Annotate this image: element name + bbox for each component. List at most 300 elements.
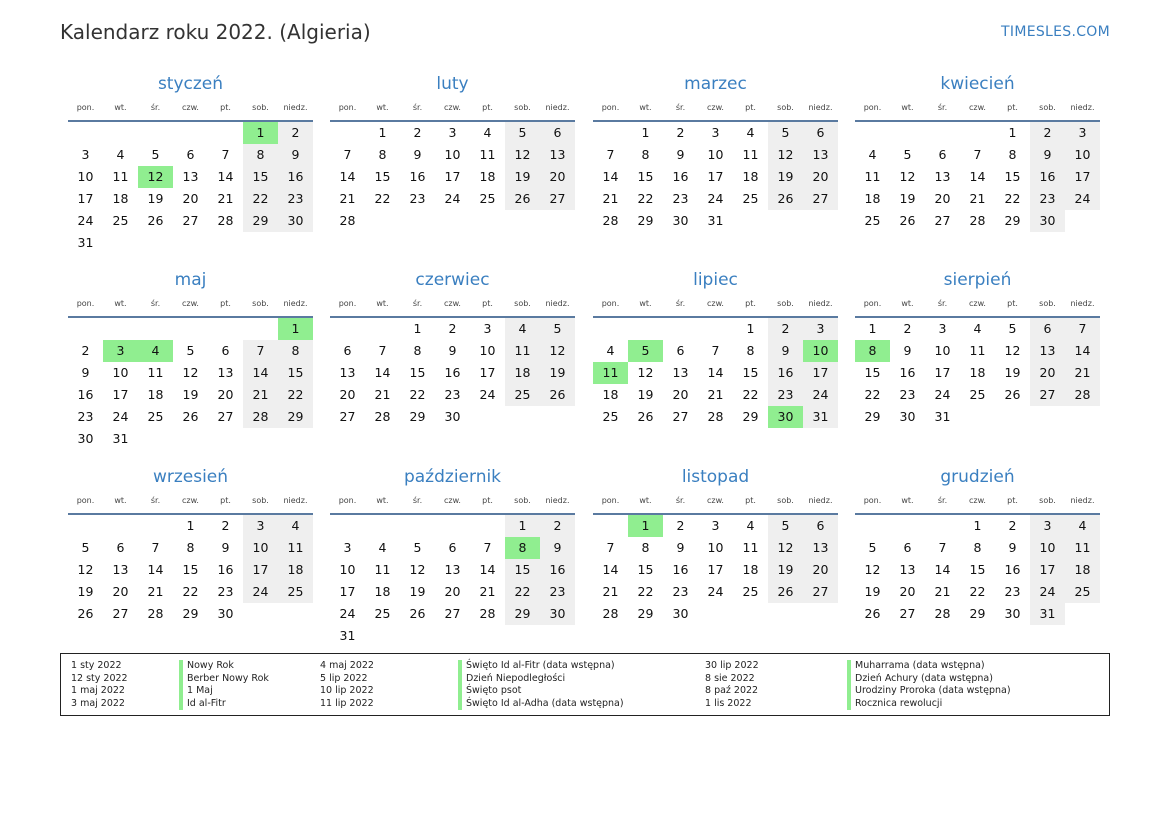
weekday-label: pon. (338, 496, 357, 505)
day-cell: 30 (444, 409, 461, 424)
empty-cell (138, 122, 173, 144)
day-cell: 21 (339, 191, 356, 206)
weekday-label: pt. (1007, 103, 1018, 112)
day-cell: 25 (742, 191, 759, 206)
day-cell: 31 (934, 409, 951, 424)
day-cell: 4 (116, 147, 125, 162)
day-cell: 19 (147, 191, 164, 206)
day-cell: 1 (378, 125, 387, 140)
day-cell: 23 (444, 387, 461, 402)
legend-names-col-1 (179, 660, 269, 710)
day-cell: 28 (1065, 384, 1100, 406)
legend-holiday-name: Berber Nowy Rok (179, 673, 269, 686)
day-cell: 17 (934, 365, 951, 380)
day-cell: 25 (374, 606, 391, 621)
day-cell: 26 (864, 606, 881, 621)
day-cell: 30 (77, 431, 94, 446)
weekday-label: czw. (444, 103, 461, 112)
day-cell: 20 (444, 584, 461, 599)
day-cell: 27 (899, 606, 916, 621)
day-grid (855, 122, 1100, 232)
day-cell: 12 (899, 169, 916, 184)
day-cell: 2 (768, 318, 803, 340)
weekday-label: wt. (376, 496, 389, 505)
empty-cell (593, 122, 628, 144)
day-cell: 1 (746, 321, 755, 336)
weekday-label: niedz. (808, 299, 833, 308)
day-cell: 2 (413, 125, 422, 140)
empty-cell (890, 122, 925, 144)
day-cell: 24 (1065, 188, 1100, 210)
weekday-header (68, 491, 313, 515)
day-cell: 17 (243, 559, 278, 581)
day-cell: 1 (505, 515, 540, 537)
day-cell: 13 (217, 365, 234, 380)
day-cell: 15 (409, 365, 426, 380)
weekday-label: śr. (412, 299, 423, 308)
weekday-label: wt. (376, 299, 389, 308)
day-cell: 7 (606, 147, 615, 162)
empty-cell (138, 515, 173, 537)
day-cell: 8 (641, 147, 650, 162)
weekday-header (68, 294, 313, 318)
day-cell: 23 (217, 584, 234, 599)
weekday-label: śr. (150, 103, 161, 112)
day-cell: 19 (409, 584, 426, 599)
day-cell: 4 (868, 147, 877, 162)
legend-date: 3 maj 2022 (71, 697, 125, 709)
legend-names-col-2 (458, 660, 624, 710)
holiday-day-cell: 4 (138, 340, 173, 362)
day-cell: 21 (707, 387, 724, 402)
day-cell: 29 (969, 606, 986, 621)
day-cell: 12 (637, 365, 654, 380)
day-cell: 10 (77, 169, 94, 184)
weekday-label: pon. (863, 496, 882, 505)
day-cell: 20 (339, 387, 356, 402)
day-cell: 28 (243, 406, 278, 428)
weekday-label: śr. (412, 103, 423, 112)
day-cell: 15 (278, 362, 313, 384)
day-cell: 19 (637, 387, 654, 402)
day-cell: 11 (505, 340, 540, 362)
day-cell: 24 (112, 409, 129, 424)
day-cell: 18 (278, 559, 313, 581)
day-cell: 27 (444, 606, 461, 621)
day-cell: 20 (182, 191, 199, 206)
empty-cell (925, 122, 960, 144)
weekday-label: śr. (675, 299, 686, 308)
day-cell: 20 (803, 166, 838, 188)
day-cell: 23 (672, 191, 689, 206)
day-cell: 16 (899, 365, 916, 380)
weekday-label: czw. (182, 496, 199, 505)
day-cell: 20 (672, 387, 689, 402)
weekday-label: pt. (220, 299, 231, 308)
day-cell: 14 (243, 362, 278, 384)
day-cell: 14 (934, 562, 951, 577)
day-cell: 20 (540, 166, 575, 188)
day-cell: 5 (1008, 321, 1017, 336)
day-cell: 27 (803, 188, 838, 210)
day-cell: 31 (112, 431, 129, 446)
day-cell: 9 (221, 540, 230, 555)
empty-cell (663, 318, 698, 340)
day-grid (855, 318, 1100, 428)
day-cell: 16 (540, 559, 575, 581)
holiday-day-cell: 10 (803, 340, 838, 362)
day-cell: 16 (1004, 562, 1021, 577)
weekday-label: pon. (601, 103, 620, 112)
day-cell: 25 (147, 409, 164, 424)
day-cell: 25 (602, 409, 619, 424)
day-cell: 26 (1004, 387, 1021, 402)
empty-cell (173, 318, 208, 340)
weekday-label: pon. (338, 299, 357, 308)
day-cell: 18 (147, 387, 164, 402)
day-cell: 14 (602, 169, 619, 184)
day-cell: 13 (540, 144, 575, 166)
day-cell: 13 (112, 562, 129, 577)
day-cell: 14 (602, 562, 619, 577)
month-name: maj (174, 270, 207, 290)
day-cell: 1 (413, 321, 422, 336)
day-cell: 13 (934, 169, 951, 184)
day-cell: 5 (151, 147, 160, 162)
day-cell: 5 (81, 540, 90, 555)
day-cell: 7 (221, 147, 230, 162)
day-cell: 28 (339, 213, 356, 228)
day-cell: 11 (1065, 537, 1100, 559)
holiday-day-cell: 3 (103, 340, 138, 362)
weekday-label: sob. (514, 299, 531, 308)
day-cell: 13 (672, 365, 689, 380)
day-cell: 10 (707, 540, 724, 555)
day-cell: 2 (676, 518, 685, 533)
month-name: sierpień (943, 270, 1012, 290)
month-name: październik (403, 467, 502, 487)
day-cell: 15 (637, 169, 654, 184)
weekday-label: czw. (969, 299, 986, 308)
day-cell: 14 (339, 169, 356, 184)
day-cell: 18 (969, 365, 986, 380)
day-cell: 31 (339, 628, 356, 643)
weekday-label: pon. (76, 103, 95, 112)
day-cell: 30 (1030, 210, 1065, 232)
day-cell: 17 (444, 169, 461, 184)
day-cell: 10 (112, 365, 129, 380)
day-cell: 11 (147, 365, 164, 380)
weekday-label: pon. (76, 496, 95, 505)
day-cell: 21 (934, 584, 951, 599)
day-cell: 14 (969, 169, 986, 184)
day-cell: 26 (637, 409, 654, 424)
empty-cell (103, 122, 138, 144)
day-cell: 30 (1004, 606, 1021, 621)
day-cell: 19 (1004, 365, 1021, 380)
weekday-label: pt. (220, 496, 231, 505)
weekday-label: śr. (937, 496, 948, 505)
weekday-label: niedz. (283, 496, 308, 505)
day-cell: 31 (1030, 603, 1065, 625)
day-grid (330, 318, 575, 428)
empty-cell (68, 515, 103, 537)
day-cell: 3 (938, 321, 947, 336)
day-cell: 3 (803, 318, 838, 340)
day-cell: 28 (217, 213, 234, 228)
legend-holiday-name: Dzień Achury (data wstępna) (847, 673, 1011, 686)
day-cell: 14 (479, 562, 496, 577)
day-cell: 29 (505, 603, 540, 625)
weekday-label: pon. (601, 299, 620, 308)
weekday-label: niedz. (808, 103, 833, 112)
day-cell: 22 (864, 387, 881, 402)
day-grid (593, 515, 838, 625)
weekday-label: pon. (76, 299, 95, 308)
day-cell: 16 (1030, 166, 1065, 188)
empty-cell (103, 515, 138, 537)
day-cell: 23 (540, 581, 575, 603)
day-cell: 3 (483, 321, 492, 336)
day-cell: 30 (672, 606, 689, 621)
day-cell: 12 (540, 340, 575, 362)
day-cell: 24 (243, 581, 278, 603)
day-cell: 10 (479, 343, 496, 358)
weekday-label: śr. (937, 103, 948, 112)
day-cell: 3 (711, 125, 720, 140)
weekday-label: pon. (863, 299, 882, 308)
day-cell: 25 (864, 213, 881, 228)
day-cell: 5 (868, 540, 877, 555)
day-cell: 11 (742, 147, 759, 162)
empty-cell (960, 122, 995, 144)
weekday-label: czw. (707, 496, 724, 505)
weekday-label: sob. (252, 496, 269, 505)
weekday-label: sob. (514, 103, 531, 112)
day-cell: 7 (973, 147, 982, 162)
day-cell: 25 (278, 581, 313, 603)
weekday-label: pt. (220, 103, 231, 112)
day-cell: 28 (147, 606, 164, 621)
legend-dates-col-2 (320, 660, 374, 710)
weekday-label: niedz. (545, 299, 570, 308)
day-cell: 27 (339, 409, 356, 424)
day-cell: 2 (448, 321, 457, 336)
day-cell: 9 (413, 147, 422, 162)
weekday-label: wt. (901, 103, 914, 112)
month-name: lipiec (693, 270, 738, 290)
weekday-label: czw. (707, 299, 724, 308)
weekday-label: pt. (482, 103, 493, 112)
day-cell: 8 (278, 340, 313, 362)
empty-cell (593, 515, 628, 537)
day-cell: 22 (182, 584, 199, 599)
day-cell: 13 (182, 169, 199, 184)
month-name: grudzień (940, 467, 1015, 487)
weekday-label: niedz. (1070, 103, 1095, 112)
day-cell: 22 (637, 191, 654, 206)
empty-cell (593, 318, 628, 340)
day-cell: 15 (637, 562, 654, 577)
day-cell: 9 (540, 537, 575, 559)
legend-holiday-name: Święto Id al-Fitr (data wstępna) (458, 660, 624, 673)
legend-date: 10 lip 2022 (320, 685, 374, 696)
day-cell: 27 (540, 188, 575, 210)
day-cell: 12 (77, 562, 94, 577)
month-block (330, 70, 575, 232)
day-cell: 28 (374, 409, 391, 424)
holiday-day-cell: 8 (505, 537, 540, 559)
month-name: listopad (681, 467, 750, 487)
day-cell: 16 (278, 166, 313, 188)
day-cell: 4 (746, 518, 755, 533)
day-cell: 2 (676, 125, 685, 140)
day-cell: 22 (505, 581, 540, 603)
day-cell: 9 (768, 340, 803, 362)
day-cell: 12 (768, 144, 803, 166)
day-cell: 24 (934, 387, 951, 402)
day-cell: 13 (899, 562, 916, 577)
day-cell: 6 (676, 343, 685, 358)
day-cell: 5 (413, 540, 422, 555)
day-cell: 20 (217, 387, 234, 402)
legend-date: 12 sty 2022 (71, 672, 128, 684)
day-cell: 22 (969, 584, 986, 599)
day-cell: 14 (374, 365, 391, 380)
day-cell: 7 (243, 340, 278, 362)
day-cell: 26 (540, 384, 575, 406)
day-cell: 29 (1004, 213, 1021, 228)
empty-cell (365, 318, 400, 340)
day-cell: 15 (864, 365, 881, 380)
day-cell: 15 (243, 166, 278, 188)
month-name: czerwiec (415, 270, 490, 290)
legend-holiday-name: Nowy Rok (179, 660, 269, 673)
empty-cell (470, 515, 505, 537)
day-cell: 2 (903, 321, 912, 336)
day-cell: 18 (479, 169, 496, 184)
day-cell: 3 (711, 518, 720, 533)
day-cell: 5 (540, 318, 575, 340)
day-cell: 20 (899, 584, 916, 599)
day-cell: 26 (768, 581, 803, 603)
day-cell: 8 (973, 540, 982, 555)
day-cell: 28 (934, 606, 951, 621)
day-grid (593, 318, 838, 428)
weekday-header (593, 294, 838, 318)
day-cell: 13 (1030, 340, 1065, 362)
holiday-day-cell: 1 (628, 515, 663, 537)
day-cell: 4 (505, 318, 540, 340)
day-cell: 17 (479, 365, 496, 380)
weekday-label: czw. (182, 299, 199, 308)
weekday-label: niedz. (1070, 299, 1095, 308)
day-cell: 5 (903, 147, 912, 162)
day-cell: 14 (147, 562, 164, 577)
day-grid (593, 122, 838, 232)
day-cell: 11 (374, 562, 391, 577)
weekday-label: czw. (707, 103, 724, 112)
day-cell: 19 (864, 584, 881, 599)
day-cell: 27 (217, 409, 234, 424)
day-cell: 26 (768, 188, 803, 210)
day-cell: 31 (803, 406, 838, 428)
day-cell: 28 (479, 606, 496, 621)
day-cell: 7 (151, 540, 160, 555)
day-cell: 15 (182, 562, 199, 577)
month-block (855, 266, 1100, 428)
day-cell: 20 (803, 559, 838, 581)
day-cell: 21 (602, 584, 619, 599)
day-cell: 23 (409, 191, 426, 206)
month-block (330, 463, 575, 647)
page-title: Kalendarz roku 2022. (Algieria) (60, 20, 371, 44)
empty-cell (628, 318, 663, 340)
day-cell: 4 (378, 540, 387, 555)
day-cell: 21 (243, 384, 278, 406)
day-cell: 26 (182, 409, 199, 424)
legend-holiday-name: Święto Id al-Adha (data wstępna) (458, 698, 624, 711)
legend-dates-col-1 (71, 660, 128, 710)
day-cell: 18 (374, 584, 391, 599)
day-cell: 5 (768, 515, 803, 537)
day-cell: 22 (278, 384, 313, 406)
day-cell: 4 (746, 125, 755, 140)
weekday-label: sob. (252, 103, 269, 112)
month-block (855, 70, 1100, 232)
weekday-header (593, 491, 838, 515)
day-cell: 6 (221, 343, 230, 358)
day-cell: 17 (112, 387, 129, 402)
weekday-label: czw. (444, 496, 461, 505)
weekday-label: pt. (745, 299, 756, 308)
day-cell: 14 (707, 365, 724, 380)
day-cell: 12 (864, 562, 881, 577)
day-cell: 22 (409, 387, 426, 402)
weekday-header (855, 98, 1100, 122)
day-cell: 8 (746, 343, 755, 358)
day-cell: 10 (243, 537, 278, 559)
day-cell: 12 (768, 537, 803, 559)
month-name: wrzesień (152, 467, 229, 487)
weekday-header (68, 98, 313, 122)
day-cell: 6 (448, 540, 457, 555)
day-cell: 9 (81, 365, 90, 380)
day-cell: 11 (479, 147, 496, 162)
weekday-label: pt. (745, 103, 756, 112)
legend-date: 4 maj 2022 (320, 660, 374, 671)
day-cell: 8 (641, 540, 650, 555)
day-cell: 9 (903, 343, 912, 358)
day-cell: 24 (444, 191, 461, 206)
day-cell: 19 (768, 166, 803, 188)
holiday-day-cell: 1 (243, 122, 278, 144)
site-brand-link[interactable]: TIMESLES.COM (1001, 24, 1110, 40)
day-cell: 10 (1065, 144, 1100, 166)
legend-holiday-name: Urodziny Proroka (data wstępna) (847, 685, 1011, 698)
empty-cell (365, 515, 400, 537)
day-cell: 26 (505, 188, 540, 210)
day-cell: 6 (938, 147, 947, 162)
day-cell: 10 (707, 147, 724, 162)
day-cell: 13 (803, 144, 838, 166)
empty-cell (330, 515, 365, 537)
day-cell: 20 (1030, 362, 1065, 384)
day-cell: 3 (243, 515, 278, 537)
day-cell: 11 (969, 343, 986, 358)
day-cell: 9 (676, 540, 685, 555)
day-cell: 22 (1004, 191, 1021, 206)
